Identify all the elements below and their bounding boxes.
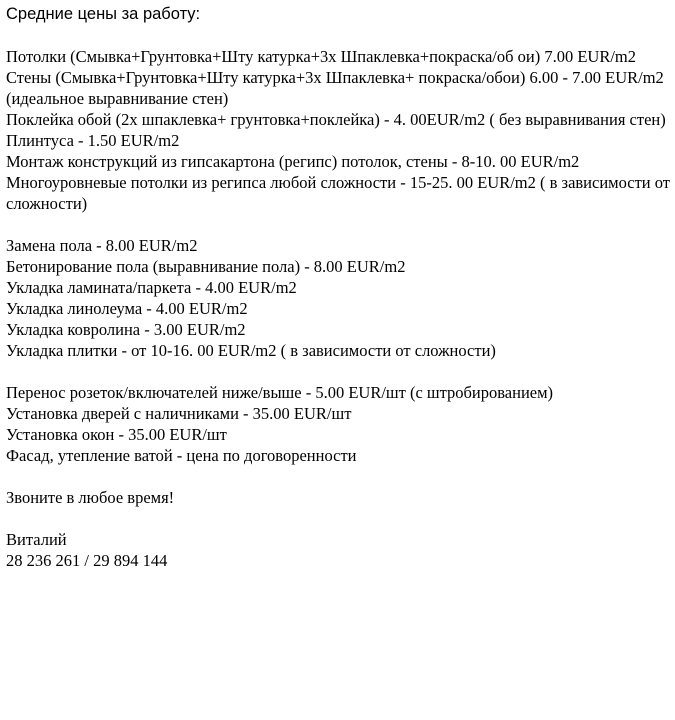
price-item-floor-replacement: Замена пола - 8.00 EUR/m2 bbox=[6, 236, 198, 255]
price-item-linoleum: Укладка линолеума - 4.00 EUR/m2 bbox=[6, 299, 248, 318]
call-to-action: Звоните в любое время! bbox=[6, 488, 175, 507]
price-item-baseboards: Плинтуса - 1.50 EUR/m2 bbox=[6, 131, 180, 150]
price-item-tiles: Укладка плитки - от 10-16. 00 EUR/m2 ( в зависимости от сложности) bbox=[6, 341, 496, 360]
price-item-facade: Фасад, утепление ватой - цена по договоренности bbox=[6, 446, 357, 465]
price-item-drywall: Монтаж конструкций из гипсакартона (регипс) потолок, стены - 8-10. 00 EUR/m2 bbox=[6, 152, 580, 171]
contact-block bbox=[6, 529, 675, 571]
price-item-doors: Установка дверей с наличниками - 35.00 EUR/шт bbox=[6, 404, 352, 423]
page-title: Средние цены за работу: bbox=[6, 5, 201, 23]
price-item-windows: Установка окон - 35.00 EUR/шт bbox=[6, 425, 227, 444]
price-item-floor-concreting: Бетонирование пола (выравнивание пола) - 8.00 EUR/m2 bbox=[6, 257, 406, 276]
price-item-wallpaper: Поклейка обой (2х шпаклевка+ грунтовка+поклейка) - 4. 00EUR/m2 ( без выравнивания стен) bbox=[6, 110, 666, 129]
ceilings-walls-section bbox=[6, 46, 675, 214]
other-works-section bbox=[6, 382, 675, 466]
price-item-carpet: Укладка ковролина - 3.00 EUR/m2 bbox=[6, 320, 246, 339]
price-item-ceilings: Потолки (Смывка+Грунтовка+Шту катурка+3х Шпаклевка+покраска/об ои) 7.00 EUR/m2 bbox=[6, 47, 636, 66]
price-item-sockets: Перенос розеток/включателей ниже/выше - 5.00 EUR/шт (с штробированием) bbox=[6, 383, 554, 402]
price-item-multilevel-ceilings: Многоуровневые потолки из регипса любой сложности - 15-25. 00 EUR/m2 ( в зависимости от сложности) bbox=[6, 173, 670, 213]
contact-name: Виталий bbox=[6, 530, 67, 549]
price-item-laminate: Укладка ламината/паркета - 4.00 EUR/m2 bbox=[6, 278, 297, 297]
price-item-walls: Стены (Смывка+Грунтовка+Шту катурка+3х Шпаклевка+ покраска/обои) 6.00 - 7.00 EUR/m2 (идеальное выравнивание стен) bbox=[6, 68, 664, 108]
floors-section bbox=[6, 235, 675, 361]
spacer bbox=[6, 466, 675, 487]
spacer bbox=[6, 25, 675, 46]
spacer bbox=[6, 214, 675, 235]
spacer bbox=[6, 508, 675, 529]
spacer bbox=[6, 361, 675, 382]
contact-phones: 28 236 261 / 29 894 144 bbox=[6, 551, 168, 570]
